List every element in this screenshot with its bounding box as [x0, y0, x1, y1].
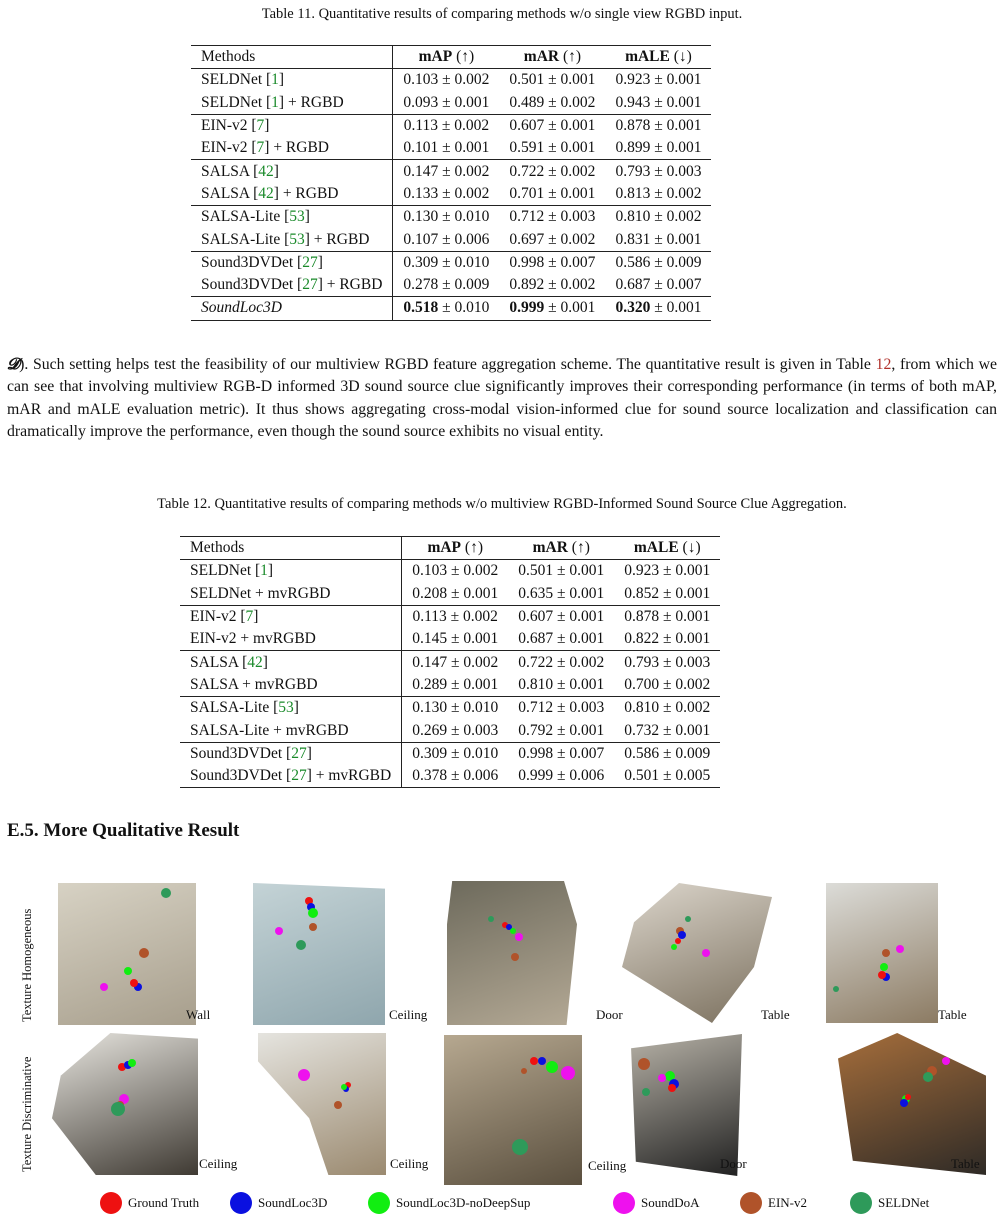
- detection-dot-ein: [511, 953, 519, 961]
- method-cell: [180, 742, 402, 765]
- paragraph-text-2: , from which we can see that involving multiview RGB-D informed 3D sound source clue significantly improves their corresponding performance (in terms of both mAP, mAR and mALE evaluation metric). It thus shows aggregating cross-modal vision-informed clue for sound source localization and classification can dramatically improve the performance, even though the sound source exhibits no visual entity.: [7, 356, 997, 440]
- map-value: 0.113 ± 0.002: [393, 114, 500, 137]
- citation-link[interactable]: 1: [260, 562, 268, 580]
- male-value: 0.501 ± 0.005: [614, 765, 720, 788]
- citation-link[interactable]: 42: [258, 162, 274, 180]
- mar-value: 0.607 ± 0.001: [508, 605, 614, 628]
- legend-swatch: [850, 1192, 872, 1214]
- male-value: 0.878 ± 0.001: [605, 114, 711, 137]
- detection-dot-gt: [668, 1084, 676, 1092]
- col-male: mALE (↓): [605, 46, 711, 69]
- map-value: 0.208 ± 0.001: [412, 584, 499, 602]
- citation-link[interactable]: 27: [302, 253, 318, 271]
- legend-label: SoundLoc3D: [258, 1195, 328, 1210]
- table-row: [191, 183, 711, 206]
- citation-link[interactable]: 53: [289, 208, 305, 226]
- row-label-discriminative: Texture Discriminative: [20, 1056, 34, 1172]
- mar-value: 0.722 ± 0.002: [499, 160, 605, 183]
- detection-dot-nods: [308, 908, 318, 918]
- method-name: EIN-v2 [: [201, 139, 257, 157]
- method-name: EIN-v2 [: [201, 117, 257, 135]
- scene-thumbnail: [52, 1033, 198, 1175]
- method-name: SoundLoc3D: [201, 299, 282, 317]
- method-name: EIN-v2 + mvRGBD: [190, 630, 316, 648]
- method-suffix: ] + RGBD: [304, 230, 370, 248]
- method-name: SALSA + mvRGBD: [190, 675, 318, 693]
- best-number: 0.999: [509, 299, 545, 317]
- scene-thumbnail: [826, 883, 938, 1023]
- method-cell: [191, 274, 393, 297]
- method-cell: [180, 719, 402, 742]
- citation-link[interactable]: 53: [278, 699, 294, 717]
- table-row: [191, 92, 711, 115]
- detection-dot-seld: [642, 1088, 650, 1096]
- male-value: 0.586 ± 0.009: [614, 742, 720, 765]
- col-mar: mAR (↑): [508, 537, 614, 560]
- citation-link[interactable]: 27: [302, 276, 318, 294]
- row-label-homogeneous: Texture Homogeneous: [20, 908, 34, 1022]
- method-cell: [180, 560, 402, 583]
- method-suffix: ] + mvRGBD: [306, 767, 392, 785]
- method-name: SALSA-Lite [: [190, 699, 279, 717]
- map-value: 0.103 ± 0.002: [402, 560, 509, 583]
- legend-label: SoundLoc3D-noDeepSup: [396, 1195, 531, 1210]
- detection-dot-doa: [942, 1057, 950, 1065]
- map-value: 0.147 ± 0.002: [402, 651, 509, 674]
- detection-dot-doa: [100, 983, 108, 991]
- map-value: 0.107 ± 0.006: [403, 230, 490, 248]
- detection-dot-ein: [882, 949, 890, 957]
- method-suffix: ] + RGBD: [278, 93, 344, 111]
- method-suffix: ]: [264, 117, 270, 135]
- male-value: 0.810 ± 0.002: [605, 206, 711, 229]
- method-cell: [180, 628, 402, 651]
- citation-link[interactable]: 27: [291, 744, 307, 762]
- method-suffix: ] + RGBD: [317, 276, 383, 294]
- map-value: 0.113 ± 0.002: [402, 605, 509, 628]
- method-cell: [191, 137, 393, 160]
- mar-value: 0.810 ± 0.001: [518, 675, 605, 693]
- mar-value: 0.792 ± 0.001: [518, 721, 605, 739]
- scene-thumbnail: [447, 881, 577, 1025]
- method-name: SALSA-Lite + mvRGBD: [190, 721, 349, 739]
- legend-item: [368, 1192, 530, 1214]
- method-cell: [191, 92, 393, 115]
- detection-dot-nods: [546, 1061, 558, 1073]
- map-value: 0.133 ± 0.002: [403, 184, 490, 202]
- mar-value: 0.687 ± 0.001: [518, 630, 605, 648]
- detection-dot-doa: [896, 945, 904, 953]
- legend-label: EIN-v2: [768, 1195, 807, 1210]
- citation-link[interactable]: 7: [256, 117, 265, 135]
- map-value: 0.309 ± 0.010: [393, 251, 500, 274]
- legend-item: [230, 1192, 327, 1214]
- detection-dot-doa: [658, 1074, 666, 1082]
- method-cell: [180, 583, 402, 606]
- scene-thumbnail: [624, 1034, 742, 1176]
- method-suffix: ]: [278, 71, 285, 89]
- detection-dot-seld: [488, 916, 494, 922]
- table-row: [180, 583, 720, 606]
- detection-dot-nods: [880, 963, 888, 971]
- label-r2-2: Ceiling: [390, 1156, 429, 1171]
- mar-value: 0.998 ± 0.007: [508, 742, 614, 765]
- detection-dot-gt: [130, 979, 138, 987]
- label-r2-1: Ceiling: [199, 1156, 238, 1171]
- legend-swatch: [740, 1192, 762, 1214]
- table-row: [191, 69, 711, 92]
- method-name: SELDNet + mvRGBD: [190, 584, 331, 602]
- citation-link[interactable]: 42: [247, 653, 263, 671]
- map-value: 0.278 ± 0.009: [403, 276, 490, 294]
- method-cell: [180, 651, 402, 674]
- detection-dot-nods: [510, 928, 516, 934]
- method-suffix: ]: [273, 162, 279, 180]
- table11-header-row: [191, 46, 711, 69]
- detection-dot-seld: [833, 986, 839, 992]
- male-value: 0.813 ± 0.002: [615, 184, 702, 202]
- map-value: 0.130 ± 0.010: [402, 697, 509, 720]
- scene-thumbnail: [444, 1035, 582, 1185]
- best-value: [605, 297, 711, 320]
- detection-dot-seld: [285, 1138, 291, 1144]
- method-cell: [191, 183, 393, 206]
- table-row: [180, 605, 720, 628]
- detection-dot-ours: [900, 1099, 908, 1107]
- method-suffix: ]: [317, 253, 323, 271]
- male-value: 0.810 ± 0.002: [614, 697, 720, 720]
- label-r2-4: Door: [720, 1156, 747, 1171]
- detection-dot-gt: [530, 1057, 538, 1065]
- detection-dot-doa: [515, 933, 523, 941]
- mar-value: 0.712 ± 0.003: [508, 697, 614, 720]
- table-row: [191, 228, 711, 251]
- table-row: [191, 206, 711, 229]
- detection-dot-ein: [139, 948, 149, 958]
- label-r2-3: Ceiling: [588, 1158, 627, 1173]
- legend-swatch: [100, 1192, 122, 1214]
- mar-value: 0.591 ± 0.001: [509, 139, 596, 157]
- scene-thumbnail: [622, 883, 772, 1023]
- mar-value: 0.998 ± 0.007: [499, 251, 605, 274]
- detection-dot-seld: [111, 1102, 125, 1116]
- method-suffix: ]: [304, 208, 310, 226]
- male-value: 0.687 ± 0.007: [615, 276, 702, 294]
- method-suffix: ]: [253, 608, 259, 626]
- method-cell: [191, 297, 393, 320]
- detection-dot-gt: [878, 971, 886, 979]
- method-cell: [180, 765, 402, 788]
- citation-link[interactable]: 27: [291, 767, 307, 785]
- map-value: 0.101 ± 0.001: [403, 139, 490, 157]
- label-r1-4: Table: [761, 1007, 790, 1022]
- mar-value: 0.501 ± 0.001: [508, 560, 614, 583]
- detection-dot-doa: [702, 949, 710, 957]
- best-number: 0.320: [615, 299, 651, 317]
- method-name: SALSA [: [201, 162, 259, 180]
- male-value: 0.923 ± 0.001: [605, 69, 711, 92]
- detection-dot-seld: [685, 916, 691, 922]
- body-paragraph: [7, 354, 997, 443]
- detection-dot-seld: [296, 940, 306, 950]
- method-suffix: ]: [293, 699, 299, 717]
- mar-value: 0.635 ± 0.001: [518, 584, 605, 602]
- scene-thumbnail: [258, 1033, 386, 1175]
- mar-value: 0.722 ± 0.002: [508, 651, 614, 674]
- map-value: 0.093 ± 0.001: [403, 93, 490, 111]
- legend-swatch: [613, 1192, 635, 1214]
- male-value: 0.822 ± 0.001: [624, 630, 711, 648]
- scene-thumbnail: [58, 883, 196, 1025]
- citation-link[interactable]: 53: [289, 230, 305, 248]
- table-11: [191, 45, 711, 321]
- method-cell: [191, 160, 393, 183]
- col-map: mAP (↑): [393, 46, 500, 69]
- method-name: Sound3DVDet [: [201, 276, 303, 294]
- best-std: ± 0.001: [650, 299, 702, 317]
- legend-item: [613, 1192, 700, 1214]
- detection-dot-doa: [298, 1069, 310, 1081]
- table-row: [180, 651, 720, 674]
- map-value: 0.378 ± 0.006: [402, 765, 509, 788]
- table-row: [191, 274, 711, 297]
- detection-dot-gt: [675, 938, 681, 944]
- method-name: SALSA-Lite [: [201, 230, 290, 248]
- detection-dot-nods: [671, 944, 677, 950]
- detection-dot-ein: [521, 1068, 527, 1074]
- method-cell: [180, 605, 402, 628]
- detection-dot-nods: [124, 967, 132, 975]
- detection-dot-nods: [341, 1084, 347, 1090]
- best-std: ± 0.001: [544, 299, 596, 317]
- dataset-symbol: 𝓓: [7, 356, 20, 373]
- male-value: 0.943 ± 0.001: [615, 93, 702, 111]
- col-mar: mAR (↑): [499, 46, 605, 69]
- method-name: SELDNet [: [201, 71, 272, 89]
- detection-dot-ein: [334, 1101, 342, 1109]
- method-name: SELDNet [: [201, 93, 272, 111]
- table12-caption: Table 12. Quantitative results of comparing methods w/o multiview RGBD-Informed Sound Source Clue Aggregation.: [157, 496, 847, 512]
- male-value: 0.923 ± 0.001: [614, 560, 720, 583]
- col-male: mALE (↓): [614, 537, 720, 560]
- method-name: Sound3DVDet [: [190, 744, 292, 762]
- paragraph-text-1: ). Such setting helps test the feasibility of our multiview RGBD feature aggregation scheme. The quantitative result is given in Table: [19, 356, 876, 373]
- detection-dot-seld: [512, 1139, 528, 1155]
- table-row: [180, 765, 720, 788]
- citation-link[interactable]: 7: [245, 608, 254, 626]
- table-row: [191, 114, 711, 137]
- section-heading: E.5. More Qualitative Result: [7, 820, 240, 841]
- method-suffix: ] + RGBD: [273, 184, 339, 202]
- table-row: [180, 697, 720, 720]
- method-suffix: ]: [262, 653, 268, 671]
- male-value: 0.899 ± 0.001: [615, 139, 702, 157]
- detection-dot-seld: [923, 1072, 933, 1082]
- label-r1-2: Ceiling: [389, 1007, 428, 1022]
- detection-dot-nods: [128, 1059, 136, 1067]
- best-value: [393, 297, 500, 320]
- table-row: [180, 560, 720, 583]
- method-cell: [191, 206, 393, 229]
- map-value: 0.269 ± 0.003: [412, 721, 499, 739]
- method-name: Sound3DVDet [: [201, 253, 303, 271]
- col-methods: Methods: [180, 537, 402, 560]
- map-value: 0.130 ± 0.010: [393, 206, 500, 229]
- map-value: 0.289 ± 0.001: [412, 675, 499, 693]
- method-cell: [191, 251, 393, 274]
- table-row: [191, 137, 711, 160]
- map-value: 0.103 ± 0.002: [393, 69, 500, 92]
- method-name: EIN-v2 [: [190, 608, 246, 626]
- male-value: 0.793 ± 0.003: [605, 160, 711, 183]
- legend-item: [740, 1192, 807, 1214]
- male-value: 0.852 ± 0.001: [624, 584, 711, 602]
- table12-header-row: [180, 537, 720, 560]
- citation-link[interactable]: 42: [258, 184, 274, 202]
- col-methods: Methods: [191, 46, 393, 69]
- male-value: 0.878 ± 0.001: [614, 605, 720, 628]
- male-value: 0.793 ± 0.003: [614, 651, 720, 674]
- method-suffix: ]: [306, 744, 312, 762]
- table-row: [180, 719, 720, 742]
- mar-value: 0.501 ± 0.001: [499, 69, 605, 92]
- table-row: [180, 674, 720, 697]
- label-r2-5: Table: [951, 1156, 980, 1171]
- detection-dot-doa: [275, 927, 283, 935]
- detection-dot-gt: [905, 1094, 911, 1100]
- method-suffix: ] + RGBD: [264, 139, 329, 157]
- citation-link[interactable]: 1: [271, 71, 279, 89]
- map-value: 0.309 ± 0.010: [402, 742, 509, 765]
- table-row-ours: [191, 297, 711, 320]
- method-name: SALSA [: [201, 184, 259, 202]
- mar-value: 0.892 ± 0.002: [509, 276, 596, 294]
- best-std: ± 0.010: [438, 299, 490, 317]
- detection-dot-ein: [638, 1058, 650, 1070]
- detection-dot-ours: [538, 1057, 546, 1065]
- label-r1-3: Door: [596, 1007, 623, 1022]
- legend-label: SoundDoA: [641, 1195, 700, 1210]
- table-row: [180, 742, 720, 765]
- table-row: [191, 160, 711, 183]
- label-r1-1: Wall: [186, 1007, 211, 1022]
- method-cell: [180, 697, 402, 720]
- method-cell: [191, 69, 393, 92]
- label-r1-5: Table: [938, 1007, 967, 1022]
- method-suffix: ]: [267, 562, 274, 580]
- table-row: [191, 251, 711, 274]
- method-cell: [180, 674, 402, 697]
- map-value: 0.145 ± 0.001: [412, 630, 499, 648]
- detection-dot-ein: [309, 923, 317, 931]
- scene-thumbnail: [838, 1033, 986, 1175]
- male-value: 0.831 ± 0.001: [615, 230, 702, 248]
- detection-dot-seld: [161, 888, 171, 898]
- mar-value: 0.489 ± 0.002: [509, 93, 596, 111]
- citation-link[interactable]: 1: [271, 93, 279, 111]
- table-12: [180, 536, 720, 788]
- legend-swatch: [368, 1192, 390, 1214]
- legend-label: SELDNet: [878, 1195, 930, 1210]
- legend-item: [850, 1192, 929, 1214]
- male-value: 0.732 ± 0.001: [624, 721, 711, 739]
- table11-caption: Table 11. Quantitative results of comparing methods w/o single view RGBD input.: [261, 6, 743, 22]
- mar-value: 0.701 ± 0.001: [509, 184, 596, 202]
- map-value: 0.147 ± 0.002: [393, 160, 500, 183]
- legend-item: [100, 1192, 199, 1214]
- legend-label: Ground Truth: [128, 1195, 200, 1210]
- scene-thumbnail: [253, 883, 385, 1025]
- mar-value: 0.607 ± 0.001: [499, 114, 605, 137]
- method-cell: [191, 228, 393, 251]
- mar-value: 0.999 ± 0.006: [508, 765, 614, 788]
- method-name: SALSA [: [190, 653, 248, 671]
- detection-dot-doa: [561, 1066, 575, 1080]
- citation-link[interactable]: 7: [256, 139, 265, 157]
- method-name: SALSA-Lite [: [201, 208, 290, 226]
- method-cell: [191, 114, 393, 137]
- table-ref-link[interactable]: 12: [875, 356, 892, 373]
- method-name: Sound3DVDet [: [190, 767, 292, 785]
- table-row: [180, 628, 720, 651]
- best-value: [499, 297, 605, 320]
- best-number: 0.518: [403, 299, 439, 317]
- mar-value: 0.697 ± 0.002: [509, 230, 596, 248]
- male-value: 0.700 ± 0.002: [624, 675, 711, 693]
- mar-value: 0.712 ± 0.003: [499, 206, 605, 229]
- method-name: SELDNet [: [190, 562, 261, 580]
- col-map: mAP (↑): [402, 537, 509, 560]
- male-value: 0.586 ± 0.009: [605, 251, 711, 274]
- legend-swatch: [230, 1192, 252, 1214]
